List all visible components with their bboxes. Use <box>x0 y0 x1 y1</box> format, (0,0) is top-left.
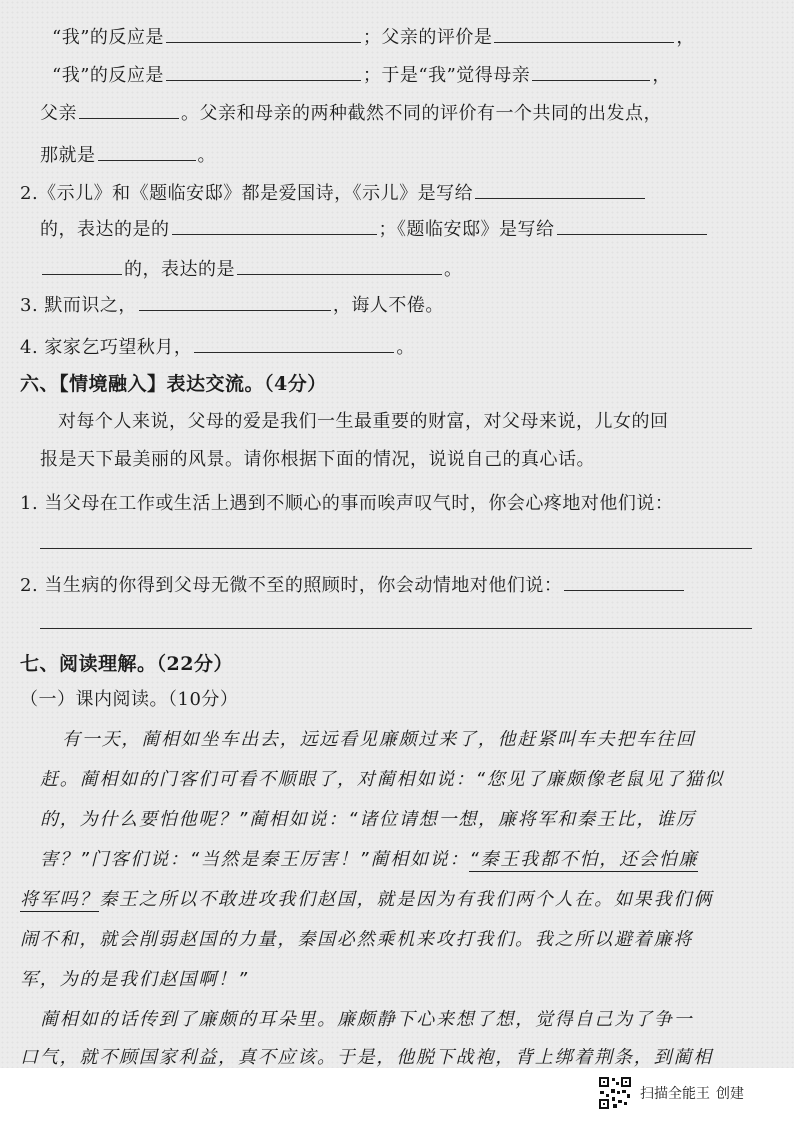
subsection-1-title: （一）课内阅读。（10分） <box>20 689 239 710</box>
section-6-question-2: 2. 当生病的你得到父母无微不至的照顾时，你会动情地对他们说： <box>20 572 686 598</box>
blank[interactable] <box>494 24 674 43</box>
blank[interactable] <box>475 180 645 199</box>
blank[interactable] <box>79 100 179 119</box>
passage-line-1: 有一天，蔺相如坐车出去，远远看见廉颇过来了，他赶紧叫车夫把车往回 <box>62 729 696 750</box>
passage-line-3: 的，为什么要怕他呢？”蔺相如说：“诸位请想一想，廉将军和秦王比，谁厉 <box>40 809 696 830</box>
underlined-sentence: 将军吗？ <box>20 889 100 910</box>
section-6-question-1: 1. 当父母在工作或生活上遇到不顺心的事而唉声叹气时，你会心疼地对他们说： <box>20 493 674 514</box>
blank[interactable] <box>172 216 377 235</box>
answer-line-2: “我”的反应是 ；于是“我”觉得母亲 ， <box>52 62 671 88</box>
section-7-title: 七、阅读理解。（22分） <box>20 653 233 675</box>
qr-code-icon <box>598 1076 632 1110</box>
question-3: 3. 默而识之， ，诲人不倦。 <box>20 292 444 318</box>
passage-line-5: 将军吗？秦王之所以不敢进攻我们赵国，就是因为有我们两个人在。如果我们俩 <box>20 889 713 910</box>
blank[interactable] <box>42 256 122 275</box>
passage-line-2: 赶。蔺相如的门客们可看不顺眼了，对蔺相如说：“您见了廉颇像老鼠见了猫似 <box>40 769 725 790</box>
section-6-intro-line-2: 报是天下最美丽的风景。请你根据下面的情况，说说自己的真心话。 <box>40 449 595 470</box>
section-6-intro-line-1: 对每个人来说，父母的爱是我们一生最重要的财富，对父母来说，儿女的回 <box>58 411 669 432</box>
question-2-line-3: 的，表达的是 。 <box>40 256 463 282</box>
blank[interactable] <box>194 334 394 353</box>
answer-line-1: “我”的反应是 ；父亲的评价是 ， <box>52 24 695 50</box>
blank[interactable] <box>166 24 361 43</box>
blank[interactable] <box>557 216 707 235</box>
blank[interactable] <box>237 256 442 275</box>
scanner-created-label: 创建 <box>716 1086 744 1102</box>
underlined-phrase: 背上绑着荆条，到蔺相 <box>515 1047 713 1068</box>
passage-line-9: 口气，就不顾国家利益，真不应该。于是，他脱下战袍，背上绑着荆条，到蔺相 <box>20 1047 713 1068</box>
scanner-watermark <box>598 1075 744 1111</box>
blank[interactable] <box>532 62 650 81</box>
scanner-app-name: 扫描全能王 <box>640 1086 710 1102</box>
answer-line[interactable] <box>40 548 752 549</box>
question-4: 4. 家家乞巧望秋月， 。 <box>20 334 415 360</box>
section-6-title: 六、【情境融入】表达交流。（4分） <box>20 373 327 395</box>
question-2-line-1: 2.《示儿》和《题临安邸》都是爱国诗，《示儿》是写给 <box>20 180 647 206</box>
passage-line-4: 害？”门客们说：“当然是秦王厉害！”蔺相如说：“秦王我都不怕，还会怕廉 <box>40 849 699 870</box>
underlined-sentence: “秦王我都不怕，还会怕廉 <box>469 849 699 870</box>
blank[interactable] <box>166 62 361 81</box>
question-2-line-2: 的，表达的是的 ；《题临安邸》是写给 <box>40 216 709 242</box>
passage-line-8: 蔺相如的话传到了廉颇的耳朵里。廉颇静下心来想了想，觉得自己为了争一 <box>40 1009 694 1030</box>
answer-line-4: 那就是 。 <box>40 142 216 168</box>
blank[interactable] <box>139 292 331 311</box>
blank[interactable] <box>98 142 196 161</box>
answer-line[interactable] <box>40 628 752 629</box>
answer-line-3: 父亲 。父亲和母亲的两种截然不同的评价有一个共同的出发点， <box>40 100 662 126</box>
passage-line-7: 军，为的是我们赵国啊！” <box>20 969 249 990</box>
passage-line-6: 闹不和，就会削弱赵国的力量，秦国必然乘机来攻打我们。我之所以避着廉将 <box>20 929 694 950</box>
blank[interactable] <box>564 572 684 591</box>
